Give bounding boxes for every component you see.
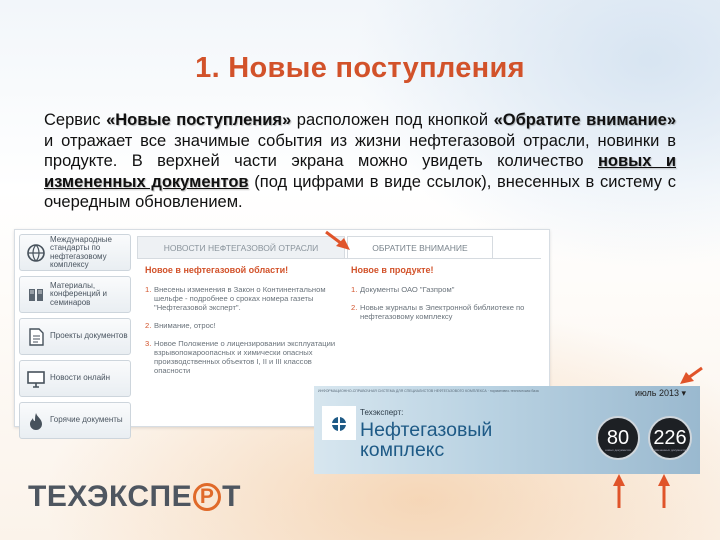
- item-link[interactable]: Документы ОАО "Газпром": [360, 285, 455, 294]
- arrow-to-date: [680, 368, 702, 384]
- new-docs-count-link[interactable]: [596, 416, 640, 460]
- book-icon: [26, 285, 46, 305]
- service-name: «Новые поступления»: [106, 111, 292, 129]
- sidebar-item-label: Проекты документов: [50, 331, 128, 341]
- sidebar-item-news[interactable]: [19, 360, 131, 397]
- list-item[interactable]: [145, 321, 345, 330]
- text-part: (под цифрами в виде ссылок), внесенных в систему с очередным обновлением.: [44, 172, 677, 211]
- tab-attention[interactable]: ОБРАТИТЕ ВНИМАНИЕ: [347, 236, 493, 259]
- sidebar-item-materials[interactable]: [19, 276, 131, 313]
- item-number: 1.: [145, 285, 152, 294]
- tab-bar: [137, 236, 541, 260]
- sidebar-item-label: Международные стандарты по нефтегазовому комплексу: [50, 234, 113, 269]
- count-label: новых документов: [605, 448, 631, 452]
- product-name-line: Нефтегазовый: [360, 419, 493, 441]
- sidebar: [19, 234, 131, 444]
- monitor-icon: [26, 369, 46, 389]
- logo-text: Т: [222, 480, 241, 513]
- logo-r-mark: Р: [193, 483, 221, 511]
- list-item[interactable]: [351, 285, 541, 294]
- slide-description: [44, 110, 676, 213]
- banner-brand: Техэксперт:: [360, 408, 404, 417]
- sidebar-item-label: Материалы, конференций и семинаров: [50, 280, 108, 307]
- sidebar-item-hot[interactable]: [19, 402, 131, 439]
- text-part: Сервис: [44, 111, 107, 129]
- document-icon: [26, 327, 46, 347]
- logo-text: ТЕХЭКСПЕ: [28, 480, 193, 513]
- sidebar-item-standards[interactable]: [19, 234, 131, 271]
- tab-divider: [137, 258, 541, 259]
- changed-docs-count-link[interactable]: [648, 416, 692, 460]
- sidebar-item-drafts[interactable]: [19, 318, 131, 355]
- product-name-line: комплекс: [360, 439, 445, 461]
- item-number: 1.: [351, 285, 358, 294]
- item-link[interactable]: Внимание, отрос!: [154, 321, 216, 330]
- item-link[interactable]: Новые журналы в Электронной библиотеке по нефтегазовому комплексу: [360, 303, 525, 321]
- product-name: [360, 420, 492, 460]
- list-item[interactable]: [145, 285, 345, 312]
- banner-topline: ИНФОРМАЦИОННО-СПРАВОЧНАЯ СИСТЕМА ДЛЯ СПЕЦИАЛИСТОВ НЕФТЕГАЗОВОГО КОМПЛЕКСА · нормативно-техническая база: [318, 389, 539, 393]
- item-link[interactable]: Внесены изменения в Закон о Континентальном шельфе - подробнее о сроках номера газеты "Нефтегазовой эксперт".: [154, 285, 326, 312]
- product-news-column: [351, 266, 541, 330]
- product-logo-icon: [322, 406, 356, 440]
- text-part: расположен под кнопкой: [291, 111, 494, 129]
- count-value: 80: [606, 426, 630, 449]
- list-item[interactable]: [351, 303, 541, 321]
- count-value: 226: [653, 426, 687, 449]
- arrow-to-new-count: [613, 474, 625, 508]
- count-label: измененных документов: [652, 448, 688, 452]
- product-banner: [314, 386, 700, 474]
- arrow-to-changed-count: [658, 474, 670, 508]
- globe-icon: [26, 243, 46, 263]
- item-link[interactable]: Новое Положение о лицензировании эксплуатации взрывопожароопасных и химически опасных производственных объектов I, II и III классов опасности: [154, 339, 336, 375]
- date-selector[interactable]: июль 2013 ▾: [634, 388, 686, 398]
- text-part: и отражает все значимые события из жизни нефтегазовой отрасли, новинки в продукте. В верхней части экрана можно увидеть количество: [44, 131, 676, 170]
- column-heading: Новое в нефтегазовой области!: [145, 265, 289, 275]
- fire-icon: [26, 411, 46, 431]
- list-item[interactable]: [145, 339, 345, 375]
- sidebar-item-label: Новости онлайн: [50, 373, 111, 383]
- column-heading: Новое в продукте!: [351, 265, 434, 275]
- item-number: 2.: [145, 321, 152, 330]
- slide-title: 1. Новые поступления: [195, 52, 525, 84]
- industry-news-column: [145, 266, 345, 384]
- item-number: 2.: [351, 303, 358, 312]
- item-number: 3.: [145, 339, 152, 348]
- tab-industry-news[interactable]: НОВОСТИ НЕФТЕГАЗОВОЙ ОТРАСЛИ: [137, 236, 345, 259]
- button-name: «Обратите внимание»: [493, 111, 676, 129]
- techexpert-logo: [28, 480, 241, 514]
- sidebar-item-label: Горячие документы: [50, 415, 123, 425]
- docs-count-phrase: новых и измененных документов: [44, 152, 676, 191]
